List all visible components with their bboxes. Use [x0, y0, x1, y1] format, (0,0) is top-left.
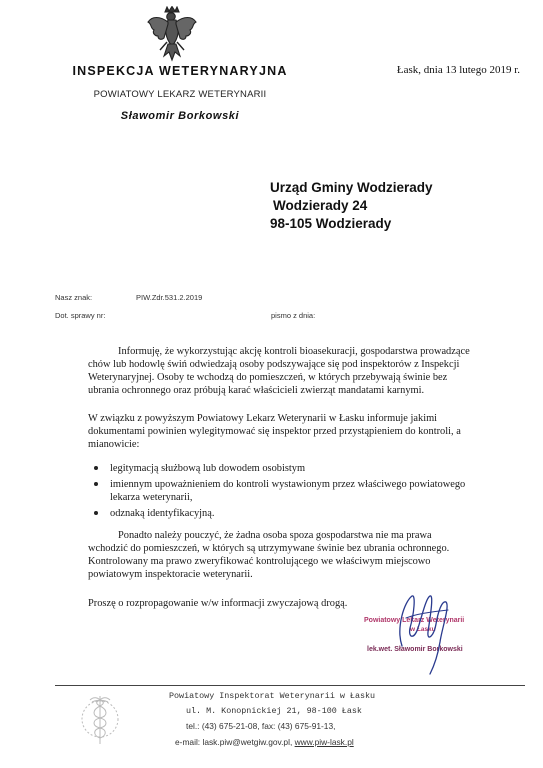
paragraph-line: mianowicie: — [88, 439, 140, 450]
list-item-text: lekarza weterynarii, — [110, 492, 193, 503]
official-name: Sławomir Borkowski — [120, 110, 240, 122]
document-list — [92, 462, 466, 523]
bullet-icon — [94, 482, 98, 486]
date-line: Łask, dnia 13 lutego 2019 r. — [396, 64, 520, 76]
case-number-label: Dot. sprawy nr: — [55, 311, 106, 320]
addressee-line-3: 98-105 Wodzierady — [270, 216, 392, 231]
paragraph-line: powiatowym inspektoracie weterynarii. — [88, 569, 253, 580]
paragraph-1 — [88, 345, 470, 397]
footer-divider — [55, 685, 525, 686]
footer-address: ul. M. Konopnickiej 21, 98-100 Łask — [186, 706, 362, 716]
bullet-icon — [94, 466, 98, 470]
paragraph-3 — [88, 529, 453, 581]
paragraph-line: Weterynaryjnej. Osoby te wchodzą do pomieszczeń, w których przebywają świnie bez — [88, 372, 448, 383]
footer-website-link[interactable]: www.piw-lask.pl — [294, 737, 354, 747]
stamp-name: lek.wet. Sławomir Borkowski — [367, 646, 463, 653]
list-item — [92, 507, 452, 520]
footer-phone: tel.: (43) 675-21-08, fax: (43) 675-91-13, — [186, 721, 336, 731]
paragraph-line: Ponadto należy pouczyć, że żadna osoba spoza gospodarstwa nie ma prawa — [118, 530, 432, 541]
paragraph-line: dokumentami powinien wylegitymować się inspektor przed przystąpieniem do kontroli, a — [88, 426, 461, 437]
paragraph-line: Kontrolowany ma prawo zweryfikować kontrolującego we właściwym miejscowo — [88, 556, 431, 567]
institution-title: INSPEKCJA WETERYNARYJNA — [72, 64, 288, 78]
letter-date-label: pismo z dnia: — [271, 311, 316, 320]
caduceus-logo-icon — [80, 690, 120, 748]
paragraph-line: wchodzić do pomieszczeń, w których są utrzymywane świnie bez ubrania ochronnego. — [88, 543, 450, 554]
paragraph-line: Informuję, że wykorzystując akcję kontroli bioasekuracji, gospodarstwa prowadzące — [118, 346, 470, 357]
closing-text: Proszę o rozpropagowanie w/w informacji zwyczajową drogą. — [88, 598, 348, 609]
our-sign-label: Nasz znak: — [55, 293, 93, 302]
bullet-icon — [94, 511, 98, 515]
handwritten-signature — [390, 588, 460, 678]
addressee-line-1: Urząd Gminy Wodzierady — [270, 180, 433, 195]
list-item — [92, 462, 452, 475]
addressee-line-2: Wodzierady 24 — [273, 198, 368, 213]
footer-institution: Powiatowy Inspektorat Weterynarii w Łasku — [169, 691, 376, 701]
office-subtitle: POWIATOWY LEKARZ WETERYNARII — [93, 89, 267, 100]
stamp-location: w Łasku — [410, 626, 436, 633]
list-item — [92, 478, 466, 504]
paragraph-line: chów lub hodowlę świń odwiedzają osoby podszywające się pod inspektorów z Inspekcji — [88, 359, 460, 370]
eagle-emblem-icon — [146, 6, 198, 64]
our-sign-value: PIW.Zdr.531.2.2019 — [136, 293, 203, 302]
footer-email-link[interactable]: lask.piw@wetgiw.gov.pl, — [202, 737, 293, 747]
list-item-text: legitymacją służbową lub dowodem osobistym — [110, 463, 306, 474]
paragraph-line: ubrania ochronnego oraz próbują karać właścicieli zwierząt mandatami karnymi. — [88, 385, 425, 396]
footer-email-label: e-mail: — [175, 737, 201, 747]
list-item-text: odznaką identyfikacyjną. — [110, 508, 215, 519]
paragraph-line: W związku z powyższym Powiatowy Lekarz Weterynarii w Łasku informuje jakimi — [88, 413, 438, 424]
footer-email-row — [175, 737, 354, 747]
list-item-text: imiennym upoważnieniem do kontroli wystawionym przez właściwego powiatowego — [110, 479, 466, 490]
stamp-title: Powiatowy Lekarz Weterynarii — [364, 617, 465, 624]
paragraph-2 — [88, 412, 461, 451]
